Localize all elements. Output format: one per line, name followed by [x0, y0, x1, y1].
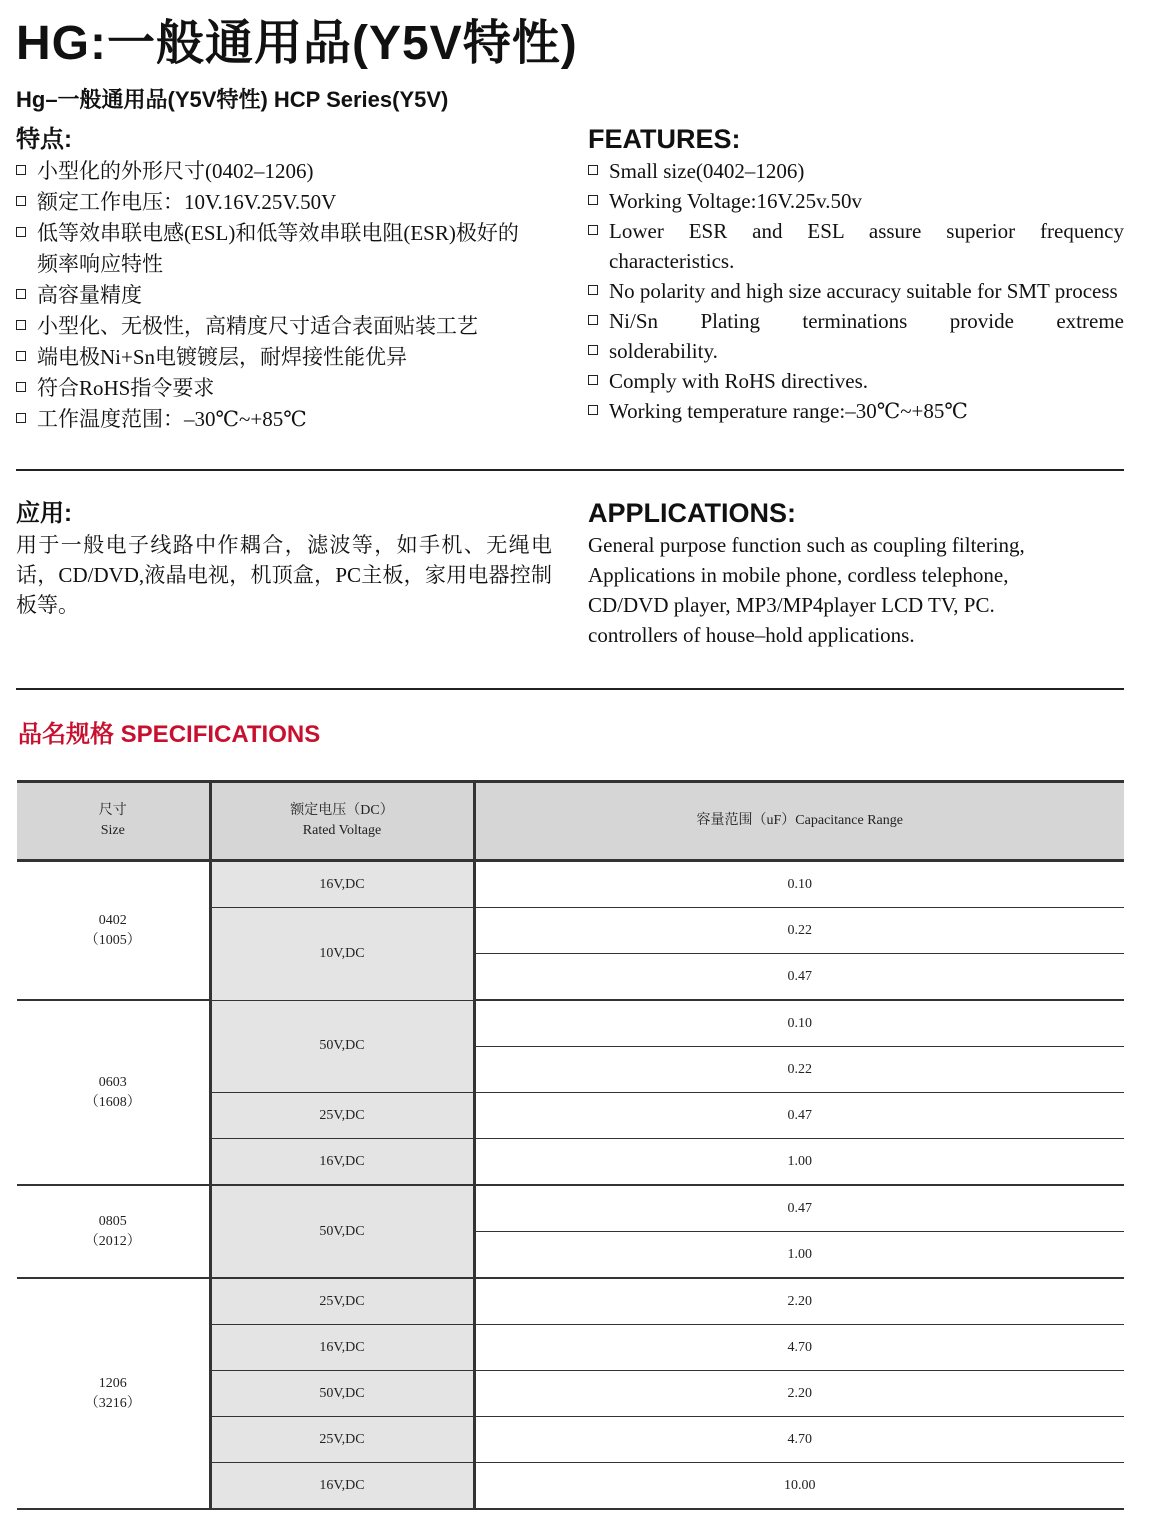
feature-cn-item: 端电极Ni+Sn电镀镀层，耐焊接性能优异	[16, 342, 528, 373]
table-row	[17, 1000, 1124, 1047]
table-row	[17, 1278, 1124, 1325]
feature-cn-item: 高容量精度	[16, 280, 528, 311]
feature-cn-item: 低等效串联电感(ESL)和低等效串联电阻(ESR)极好的频率响应特性	[16, 218, 528, 280]
features-en-list	[588, 156, 1124, 426]
capacitance-cell: 0.10	[474, 861, 1124, 908]
applications-en-line: controllers of house–hold applications.	[588, 623, 915, 647]
voltage-cell: 25V,DC	[210, 1093, 474, 1139]
checkbox-square-icon	[16, 351, 26, 361]
applications-en-line: General purpose function such as coupling filtering,	[588, 533, 1025, 557]
checkbox-square-icon	[16, 382, 26, 392]
size-cell: 0805 （2012）	[17, 1185, 210, 1278]
checkbox-square-icon	[588, 165, 598, 175]
features-cn-list	[16, 156, 528, 435]
voltage-cell: 16V,DC	[210, 1325, 474, 1371]
feature-en-item: Working temperature range:–30℃~+85℃	[588, 396, 1124, 426]
page-subtitle: Hg–一般通用品(Y5V特性) HCP Series(Y5V)	[16, 87, 449, 112]
checkbox-square-icon	[588, 285, 598, 295]
applications-en-line: Applications in mobile phone, cordless telephone,	[588, 563, 1009, 587]
voltage-column-header: 额定电压（DC） Rated Voltage	[210, 782, 474, 861]
feature-en-item: solderability.	[588, 336, 1124, 366]
voltage-cell: 16V,DC	[210, 1463, 474, 1510]
capacitance-cell: 0.47	[474, 954, 1124, 1001]
size-cell: 1206 （3216）	[17, 1278, 210, 1509]
specifications-title: 品名规格 SPECIFICATIONS	[18, 721, 321, 748]
checkbox-square-icon	[588, 375, 598, 385]
table-row	[17, 861, 1124, 908]
checkbox-square-icon	[16, 165, 26, 175]
specifications-table	[17, 780, 1124, 1510]
feature-en-item: Small size(0402–1206)	[588, 156, 1124, 186]
feature-en-item: Working Voltage:16V.25v.50v	[588, 186, 1124, 216]
capacitance-cell: 0.22	[474, 1047, 1124, 1093]
checkbox-square-icon	[588, 225, 598, 235]
checkbox-square-icon	[588, 345, 598, 355]
capacitance-cell: 2.20	[474, 1371, 1124, 1417]
capacitance-column-header: 容量范围（uF）Capacitance Range	[474, 782, 1124, 861]
voltage-cell: 25V,DC	[210, 1417, 474, 1463]
size-column-header: 尺寸 Size	[17, 782, 210, 861]
feature-en-item: Comply with RoHS directives.	[588, 366, 1124, 396]
checkbox-square-icon	[16, 227, 26, 237]
feature-cn-item: 额定工作电压：10V.16V.25V.50V	[16, 187, 528, 218]
feature-cn-item: 小型化的外形尺寸(0402–1206)	[16, 156, 528, 187]
applications-en-text	[588, 530, 1124, 650]
applications-cn-heading: 应用:	[16, 500, 72, 527]
capacitance-cell: 1.00	[474, 1139, 1124, 1186]
page-title: HG:一般通用品(Y5V特性)	[16, 17, 578, 70]
capacitance-cell: 1.00	[474, 1232, 1124, 1279]
table-header-row	[17, 782, 1124, 861]
checkbox-square-icon	[588, 405, 598, 415]
capacitance-cell: 4.70	[474, 1325, 1124, 1371]
checkbox-square-icon	[16, 289, 26, 299]
feature-cn-item: 工作温度范围：–30℃~+85℃	[16, 404, 528, 435]
voltage-cell: 50V,DC	[210, 1000, 474, 1093]
capacitance-cell: 0.10	[474, 1000, 1124, 1047]
applications-en-line: CD/DVD player, MP3/MP4player LCD TV, PC.	[588, 593, 995, 617]
voltage-cell: 50V,DC	[210, 1185, 474, 1278]
feature-en-item: No polarity and high size accuracy suitable for SMT process	[588, 276, 1124, 306]
checkbox-square-icon	[16, 320, 26, 330]
feature-en-item: Lower ESR and ESL assure superior frequency characteristics.	[588, 216, 1124, 276]
section-divider	[16, 469, 1124, 471]
capacitance-cell: 2.20	[474, 1278, 1124, 1325]
size-cell: 0603 （1608）	[17, 1000, 210, 1185]
voltage-cell: 16V,DC	[210, 861, 474, 908]
features-en-heading: FEATURES:	[588, 124, 741, 154]
checkbox-square-icon	[588, 315, 598, 325]
capacitance-cell: 0.47	[474, 1185, 1124, 1232]
feature-cn-item: 小型化、无极性，高精度尺寸适合表面贴装工艺	[16, 311, 528, 342]
capacitance-cell: 4.70	[474, 1417, 1124, 1463]
voltage-cell: 16V,DC	[210, 1139, 474, 1186]
checkbox-square-icon	[588, 195, 598, 205]
applications-en-heading: APPLICATIONS:	[588, 498, 796, 528]
voltage-cell: 50V,DC	[210, 1371, 474, 1417]
capacitance-cell: 0.47	[474, 1093, 1124, 1139]
feature-en-item: Ni/Sn Plating terminations provide extreme	[588, 306, 1124, 336]
checkbox-square-icon	[16, 413, 26, 423]
capacitance-cell: 10.00	[474, 1463, 1124, 1510]
section-divider	[16, 688, 1124, 690]
feature-cn-item: 符合RoHS指令要求	[16, 373, 528, 404]
table-row	[17, 1185, 1124, 1232]
checkbox-square-icon	[16, 196, 26, 206]
voltage-cell: 10V,DC	[210, 908, 474, 1001]
applications-cn-text: 用于一般电子线路中作耦合，滤波等，如手机、无绳电话，CD/DVD,液晶电视，机顶盒，PC主板，家用电器控制板等。	[16, 533, 552, 617]
features-cn-heading: 特点:	[16, 126, 72, 153]
capacitance-cell: 0.22	[474, 908, 1124, 954]
size-cell: 0402 （1005）	[17, 861, 210, 1001]
voltage-cell: 25V,DC	[210, 1278, 474, 1325]
